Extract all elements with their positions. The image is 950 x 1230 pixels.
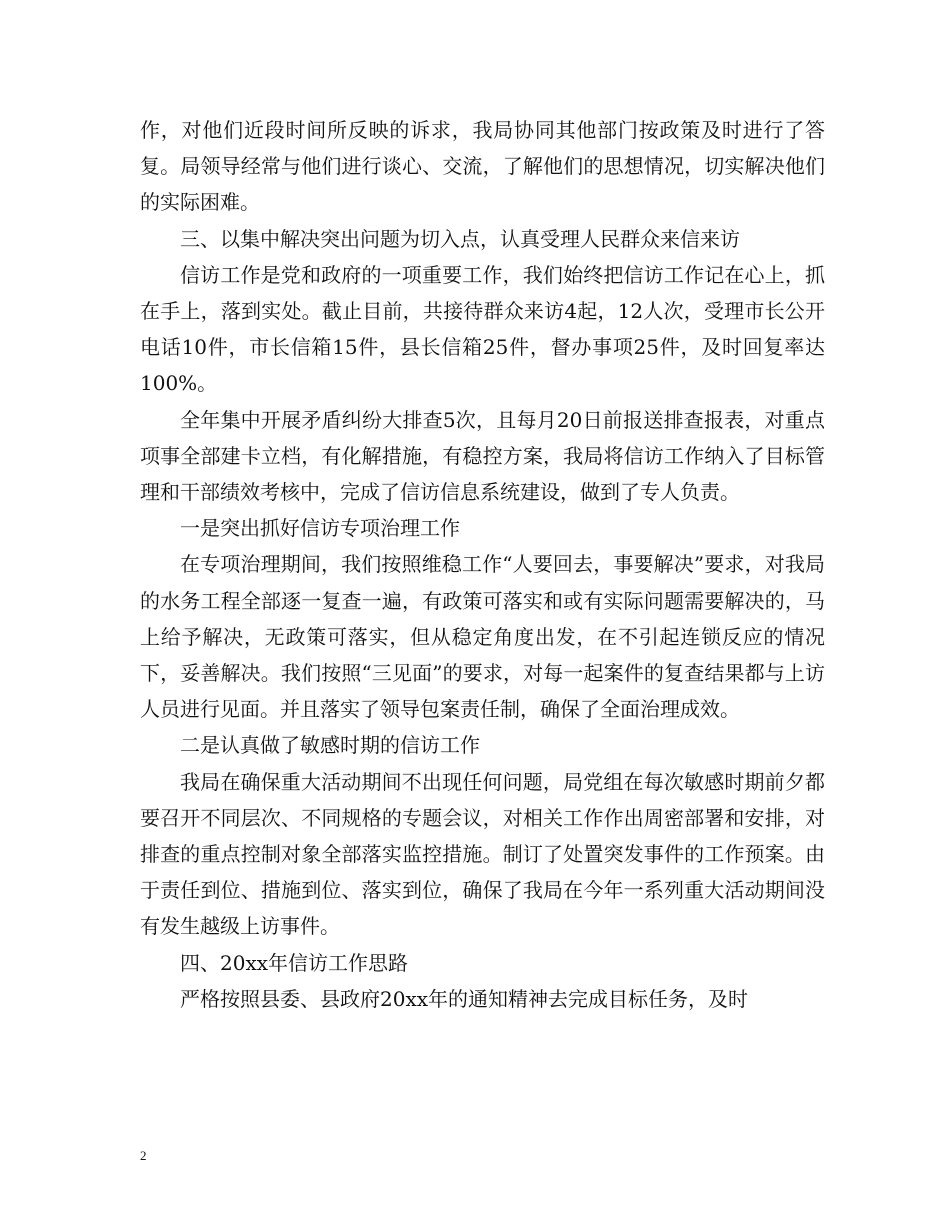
paragraph-sensitive-period: 我局在确保重大活动期间不出现任何问题，局党组在每次敏感时期前夕都要召开不同层次、不同规格的专题会议，对相关工作作出周密部署和安排，对排查的重点控制对象全部落实监控措施。制订了处置突发事件的工作预案。由于责任到位、措施到位、落实到位，确保了我局在今年一系列重大活动期间没有发生越级上访事件。 (140, 769, 825, 939)
paragraph-petition-stats: 信访工作是党和政府的一项重要工作，我们始终把信访工作记在心上，抓在手上，落到实处。截止目前，共接待群众来访4起，12人次，受理市长公开电话10件，市长信箱15件，县长信箱25件，督办事项25件，及时回复率达100%。 (140, 262, 825, 396)
document-body (140, 112, 825, 1017)
paragraph-work-plan: 严格按照县委、县政府20xx年的通知精神去完成目标任务，及时 (180, 986, 749, 1011)
subheading-special-governance: 一是突出抓好信访专项治理工作 (180, 516, 460, 541)
section-heading-4: 四、20xx年信访工作思路 (180, 950, 409, 975)
subheading-sensitive-period: 二是认真做了敏感时期的信访工作 (180, 733, 480, 758)
section-heading-3: 三、以集中解决突出问题为切入点，认真受理人民群众来信来访 (180, 226, 740, 251)
paragraph-dispute-screening: 全年集中开展矛盾纠纷大排查5次，且每月20日前报送排查报表，对重点项事全部建卡立档，有化解措施，有稳控方案，我局将信访工作纳入了目标管理和干部绩效考核中，完成了信访信息系统建设，做到了专人负责。 (140, 407, 825, 505)
paragraph-special-governance: 在专项治理期间，我们按照维稳工作“人要回去，事要解决”要求，对我局的水务工程全部逐一复查一遍，有政策可落实和或有实际问题需要解决的，马上给予解决，无政策可落实，但从稳定角度出发，在不引起连锁反应的情况下，妥善解决。我们按照“三见面”的要求，对每一起案件的复查结果都与上访人员进行见面。并且落实了领导包案责任制，确保了全面治理成效。 (140, 552, 825, 722)
page-number: 2 (140, 1148, 147, 1163)
paragraph-continuation: 作，对他们近段时间所反映的诉求，我局协同其他部门按政策及时进行了答复。局领导经常与他们进行谈心、交流，了解他们的思想情况，切实解决他们的实际困难。 (140, 118, 825, 215)
